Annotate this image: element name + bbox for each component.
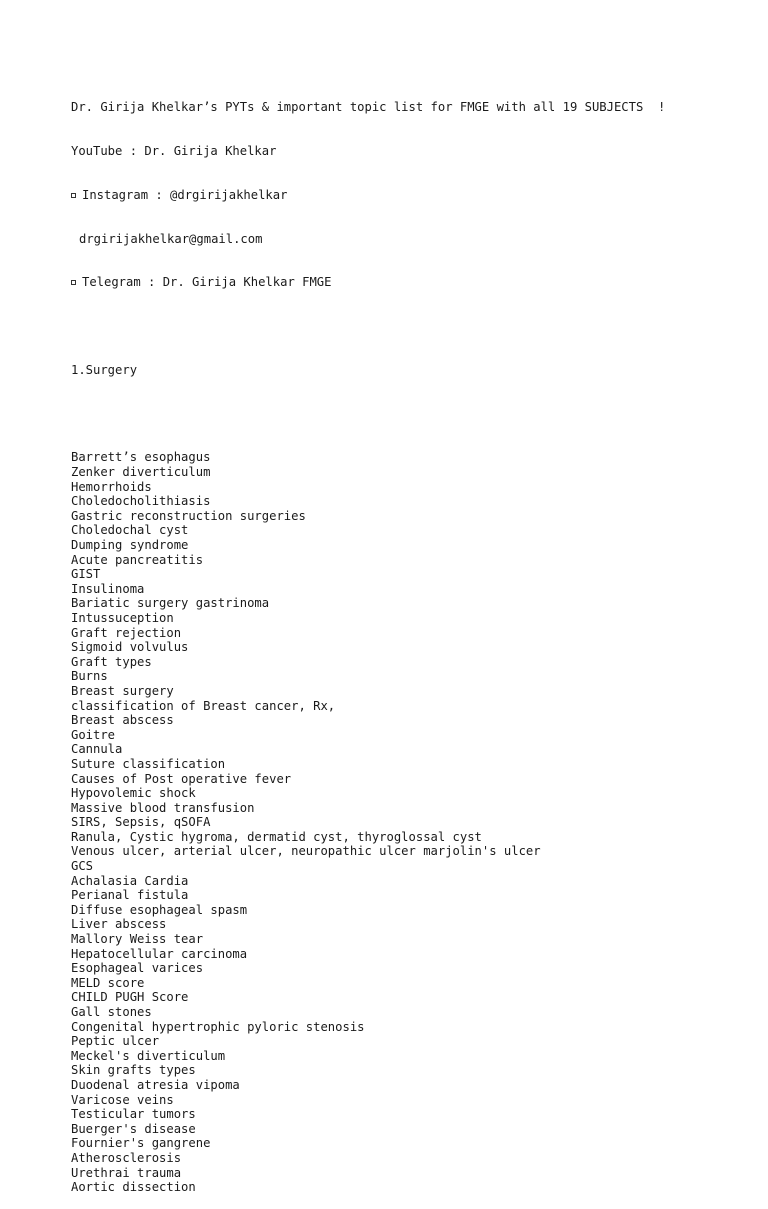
document-title: Dr. Girija Khelkar’s PYTs & important topic list for FMGE with all 19 SUBJECTS ! — [71, 100, 666, 115]
topic-item: Zenker diverticulum — [71, 465, 211, 480]
topic-item: Causes of Post operative fever — [71, 771, 292, 786]
topic-item: Graft rejection — [71, 625, 182, 640]
topic-item: Peptic ulcer — [71, 1034, 160, 1049]
topic-item: Suture classification — [71, 756, 226, 771]
instagram-line — [71, 188, 738, 203]
topic-item: Ranula, Cystic hygroma, dermatid cyst, thyroglossal cyst — [71, 829, 482, 844]
topic-item: Diffuse esophageal spasm — [71, 902, 248, 917]
topic-item: Gastric reconstruction surgeries — [71, 508, 306, 523]
instagram-text: Instagram : @drgirijakhelkar — [82, 187, 288, 202]
topic-item: Acute pancreatitis — [71, 552, 204, 567]
topic-item: Graft types — [71, 654, 152, 669]
topic-item: Buerger's disease — [71, 1121, 196, 1136]
topic-item: Choledocholithiasis — [71, 494, 211, 509]
topic-item: Hemorrhoids — [71, 479, 152, 494]
topic-item: Venous ulcer, arterial ulcer, neuropathic ulcer marjolin's ulcer — [71, 844, 541, 859]
topic-item: GCS — [71, 859, 94, 874]
topic-item: Cannula — [71, 742, 123, 757]
box-bullet-icon — [71, 280, 76, 285]
topic-item: classification of Breast cancer, Rx, — [71, 698, 336, 713]
topic-item: Liver abscess — [71, 917, 167, 932]
topic-item: SIRS, Sepsis, qSOFA — [71, 815, 211, 830]
topic-item: Testicular tumors — [71, 1107, 196, 1122]
topic-item: Urethrai trauma — [71, 1165, 182, 1180]
topic-item: Massive blood transfusion — [71, 800, 255, 815]
topic-item: Gall stones — [71, 1005, 152, 1019]
topic-item: Sigmoid volvulus — [71, 640, 189, 655]
topic-item: Insulinoma — [71, 581, 145, 596]
topic-item: Barrett’s esophagus — [71, 450, 211, 465]
topic-item: Varicose veins — [71, 1092, 174, 1107]
topic-item: Breast surgery — [71, 683, 174, 698]
topic-item: Esophageal varices — [71, 961, 204, 976]
topic-item: Dumping syndrome — [71, 538, 189, 552]
topic-item: Skin grafts types — [71, 1063, 196, 1078]
topic-item: Hypovolemic shock — [71, 786, 196, 801]
topic-item: Perianal fistula — [71, 888, 189, 903]
topic-item: Breast abscess — [71, 713, 174, 728]
topic-item: Achalasia Cardia — [71, 873, 189, 888]
topic-item: Goitre — [71, 727, 116, 742]
telegram-line — [71, 275, 738, 290]
topic-item: Meckel's diverticulum — [71, 1048, 226, 1063]
topic-item: CHILD PUGH Score — [71, 990, 189, 1005]
topic-item: Burns — [71, 669, 108, 684]
spacer — [71, 407, 738, 422]
spacer — [71, 319, 738, 334]
topic-item: Hepatocellular carcinoma — [71, 946, 248, 961]
topic-item: Atherosclerosis — [71, 1150, 182, 1165]
topic-item: Duodenal atresia vipoma — [71, 1077, 240, 1092]
topic-item: Intussuception — [71, 610, 174, 625]
document-page — [71, 71, 738, 1209]
section-heading: 1.Surgery — [71, 362, 138, 377]
box-bullet-icon — [71, 193, 76, 198]
topic-item: MELD score — [71, 975, 145, 990]
youtube-line: YouTube : Dr. Girija Khelkar — [71, 143, 277, 158]
topic-item: Bariatic surgery gastrinoma — [71, 596, 270, 611]
topic-item: Congenital hypertrophic pyloric stenosis — [71, 1019, 365, 1034]
topic-item: Fournier's gangrene — [71, 1136, 211, 1151]
telegram-text: Telegram : Dr. Girija Khelkar FMGE — [82, 275, 332, 290]
topic-item: Choledochal cyst — [71, 523, 189, 538]
email-line: drgirijakhelkar@gmail.com — [79, 231, 263, 246]
topic-item: GIST — [71, 567, 101, 582]
topic-item: Mallory Weiss tear — [71, 932, 204, 947]
topic-list — [71, 450, 738, 1194]
topic-item: Aortic dissection — [71, 1180, 196, 1195]
